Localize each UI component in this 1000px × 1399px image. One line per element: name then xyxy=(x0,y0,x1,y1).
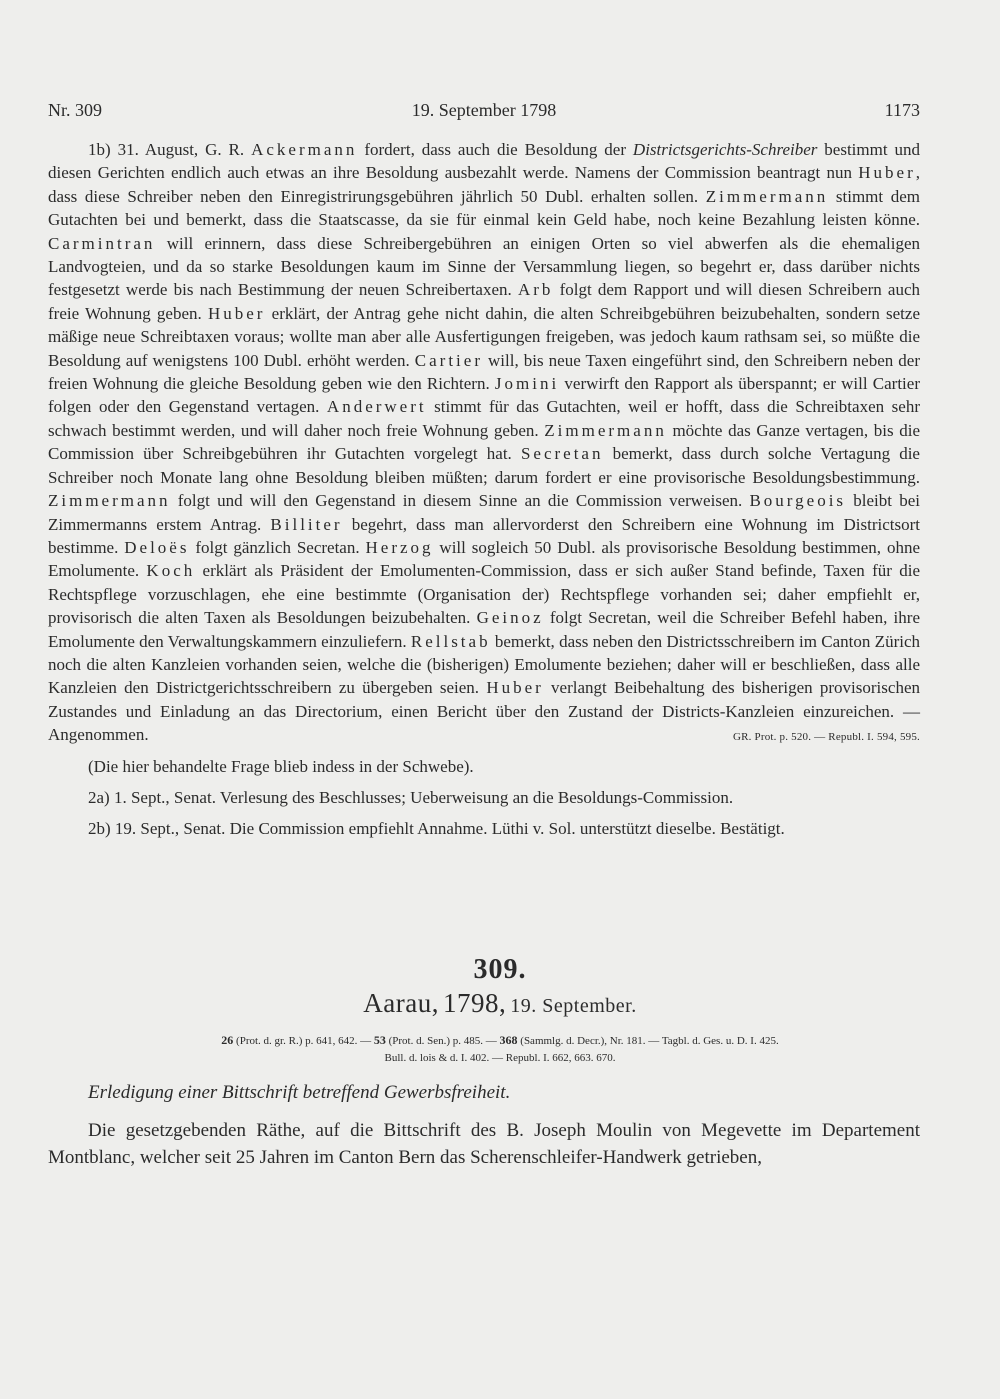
text-run: stimmt dem Gutachten bei und bemerkt, dass die Staatscasse, da sie für einmal kein Geld habe, noch keine Bezahlung leisten könne. xyxy=(48,186,920,230)
text-run: fordert, dass auch die Besoldung der xyxy=(357,140,633,159)
entry-text xyxy=(48,1117,920,1171)
entry-heading xyxy=(0,988,1000,1019)
source-num: 26 xyxy=(221,1033,234,1047)
text-run: bemerkt, dass durch solche Vertagung die Schreiber noch Monate lang ohne Besoldung bleiben müßten; darum fordert er eine provisorische Besoldungsbestimmung. xyxy=(48,444,920,487)
text-run: folgt und will den Gegenstand in diesem Sinne an die Commission verweisen. xyxy=(170,491,750,511)
source-num: 368 xyxy=(499,1033,518,1047)
source-text: (Prot. d. Sen.) p. 485. — xyxy=(385,1035,500,1047)
entry-place: Aarau, xyxy=(363,988,440,1018)
speaker-name: Zimmermann xyxy=(544,420,667,440)
paragraph-1b xyxy=(48,138,920,747)
speaker-name: Rellstab xyxy=(410,631,491,651)
source-reference: GR. Prot. p. 520. — Republ. I. 594, 595. xyxy=(732,731,920,744)
text-run: verwirft den Rapport als überspannt; er will Cartier folgen oder den Gegenstand vertagen. xyxy=(48,374,920,417)
speaker-name: Zimmermann xyxy=(705,186,829,206)
paragraph-2a: 2a) 1. Sept., Senat. Verlesung des Beschlusses; Ueberweisung an die Besoldungs-Commission. xyxy=(88,787,734,807)
speaker-name: Geinoz xyxy=(476,608,544,628)
text-run: folgt gänzlich Secretan. xyxy=(189,537,366,557)
page-header xyxy=(48,100,920,130)
entry-number: 309. xyxy=(473,954,527,985)
source-line-1 xyxy=(0,1032,1000,1050)
text-run: 1b) 31. August, G. R. xyxy=(88,140,252,159)
entry-year: 1798, xyxy=(443,988,507,1018)
entry-paragraph: Die gesetzgebenden Räthe, auf die Bittschrift des B. Joseph Moulin von Megevette im Departement Montblanc, welcher seit 25 Jahren im Canton Bern das Scherenschleifer-Handwerk getrieben, xyxy=(48,1120,920,1168)
text-run: folgt dem Rapport und will diesen Schreibern auch freie Wohnung geben. xyxy=(48,280,921,323)
entry-date: 19. September. xyxy=(510,995,637,1017)
document-number: Nr. 309 xyxy=(48,100,102,120)
speaker-name: Koch xyxy=(146,561,196,581)
source-num: 53 xyxy=(373,1033,386,1047)
entry-subject: Erledigung einer Bittschrift betreffend Gewerbsfreiheit. xyxy=(88,1082,511,1103)
text-run: will, bis neue Taxen eingeführt sind, den Schreibern neben der freien Wohnung die gleiche Besoldung geben wie den Richtern. xyxy=(48,350,920,394)
speaker-name: Arb xyxy=(517,280,554,300)
speaker-name: Huber xyxy=(486,678,544,698)
speaker-name: Carmintran xyxy=(48,233,156,253)
speaker-name: Huber xyxy=(207,303,266,323)
text-run: möchte das Ganze vertagen, bis die Commission über Schreibgebühren ihr Gutachten vorgelegt hat. xyxy=(48,420,920,464)
text-run: will sogleich 50 Dubl. als provisorische Besoldung bestimmen, ohne Emolumente. xyxy=(48,537,920,581)
text-run: erklärt als Präsident der Emolumenten-Commission, dass er sich außer Stand befinde, Taxen für die Rechtspflege vorzuschlagen, ehe eine bestimmte (Organisation der) Rechtspflege vorhanden sei; daher empfiehlt er, provisorisch die alten Taxen als Besoldungen beizubehalten. xyxy=(48,561,920,628)
speaker-name: Zimmermann xyxy=(48,491,171,511)
paragraph-note: (Die hier behandelte Frage blieb indess in der Schwebe). xyxy=(88,756,474,776)
text-run: bleibt bei Zimmermanns erstem Antrag. xyxy=(48,491,920,534)
text-run: folgt Secretan, weil die Schreiber Befehl haben, ihre Emolumente den Verwaltungskammern einzuliefern. xyxy=(48,608,920,651)
text-run: bestimmt und diesen Gerichten endlich auch etwas an ihre Besoldung ausbezahlt werde. Namens der Commission beantragt nun xyxy=(48,140,920,183)
text-run: , dass diese Schreiber neben den Einregistrirungsgebühren jährlich 50 Dubl. erhalten sollen. xyxy=(48,163,920,206)
paragraph-2b: 2b) 19. Sept., Senat. Die Commission empfiehlt Annahme. Lüthi v. Sol. unterstützt dieselbe. Bestätigt. xyxy=(88,819,785,839)
speaker-name: Ackermann xyxy=(251,140,358,159)
text-run: stimmt für das Gutachten, weil er hofft, dass die Schreibtaxen sehr schwach bestimmt werden, und will daher noch freie Wohnung geben. xyxy=(48,397,920,440)
source-citations xyxy=(0,1032,1000,1067)
main-text xyxy=(48,138,920,841)
text-run: will erinnern, dass diese Schreibergebühren an einigen Orten so viel abwerfen als die ehemaligen Landvogteien, und da so starke Besoldungen kaum im Sinne der Versammlung liegen, so begehrt er, dass darüber nichts festgesetzt werde bis nach Bestimmung der neuen Schreibertaxen. xyxy=(48,233,920,300)
speaker-name: Cartier xyxy=(414,350,483,370)
speaker-name: Huber xyxy=(858,163,916,183)
speaker-name: Jomini xyxy=(494,374,560,394)
text-run: verlangt Beibehaltung des bisherigen provisorischen Zustandes und Einladung an das Directorium, einen Bericht über den Zustand der Districts-Kanzleien einzureichen. — Angenommen. xyxy=(48,678,920,745)
source-text: (Sammlg. d. Decr.), Nr. 181. — Tagbl. d. Ges. u. D. I. 425. xyxy=(517,1035,779,1047)
speaker-name: Herzog xyxy=(365,537,434,557)
italic-term: Districtsgerichts-Schreiber xyxy=(632,140,818,159)
speaker-name: Bourgeois xyxy=(749,491,847,511)
text-run: begehrt, dass man allervorderst den Schreibern eine Wohnung im Districtsort bestimme. xyxy=(48,514,920,557)
speaker-name: Deloës xyxy=(124,537,190,557)
source-line-2: Bull. d. lois & d. I. 402. — Republ. I. 662, 663. 670. xyxy=(384,1052,616,1064)
speaker-name: Billiter xyxy=(270,514,343,534)
header-date: 19. September 1798 xyxy=(411,100,557,120)
text-run: bemerkt, dass neben den Districtsschreibern im Canton Zürich noch die alten Kanzleien vorhanden seien, welche die (bisherigen) Emolumente beziehen; daher will er beschließen, dass alle Kanzleien den Districtgerichtsschreibern zu übergeben seien. xyxy=(48,631,920,698)
speaker-name: Anderwert xyxy=(326,397,427,417)
speaker-name: Secretan xyxy=(520,444,604,464)
text-run: erklärt, der Antrag gehe nicht dahin, die alten Schreibgebühren beizubehalten, sondern setze mäßige neue Schreibtaxen voraus; wollte man aber alle Ausfertigungen freigeben, was jedoch kaum rathsam sei, so müßte die Besoldung auf wenigstens 100 Dubl. erhöht werden. xyxy=(48,303,920,370)
page-number: 1173 xyxy=(884,100,920,120)
source-text: (Prot. d. gr. R.) p. 641, 642. — xyxy=(233,1035,374,1047)
